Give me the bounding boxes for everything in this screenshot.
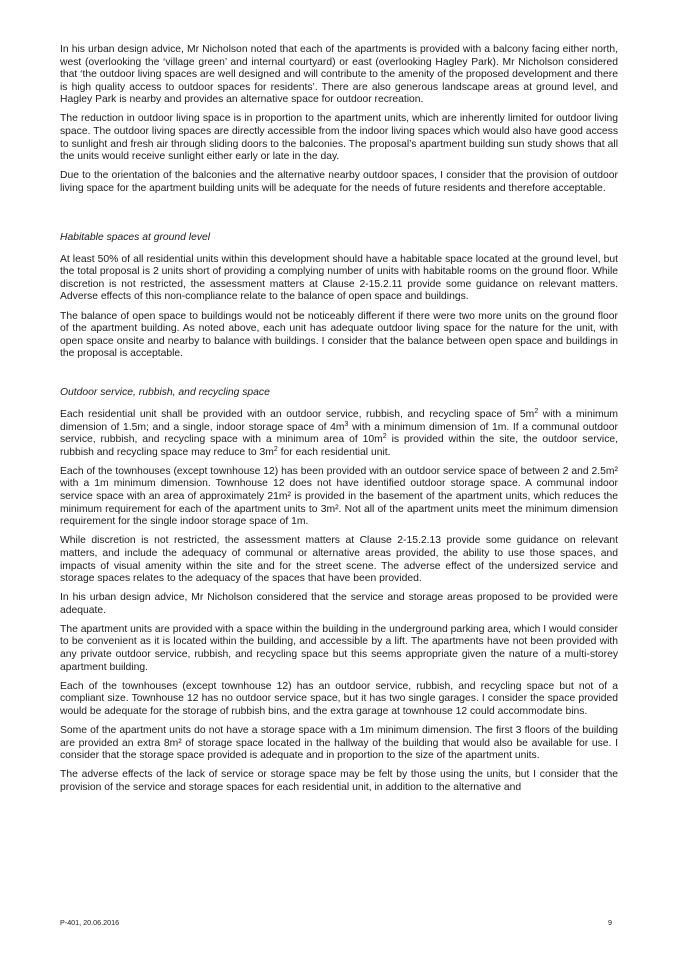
superscript: 2 — [534, 407, 539, 415]
superscript: 2 — [382, 433, 387, 441]
text-run: for each residential unit. — [277, 446, 391, 458]
intro-paragraph-3: Due to the orientation of the balconies and the alternative nearby outdoor spaces, I consider that the provision of outdoor living space for the apartment building units will be adequate for the needs of future residents and therefore acceptable. — [60, 170, 618, 194]
section-spacer — [60, 202, 618, 232]
text-run: Each residential unit shall be provided with an outdoor service, rubbish, and recycling space of 5m — [60, 408, 535, 420]
outdoor-paragraph-8: The adverse effects of the lack of service or storage space may be felt by those using the units, but I consider that the provision of the service and storage spaces for each residential unit, in addition to the alternative and — [60, 769, 618, 793]
habitable-spaces-heading: Habitable spaces at ground level — [60, 232, 211, 244]
outdoor-paragraph-5: The apartment units are provided with a space within the building in the underground parking area, which I would consider to be convenient as it is located within the building, and accessible by a lift. The apartments have not been provided with any private outdoor service, rubbish, and recycling space but this seems appropriate given the nature of a multi-storey apartment building. — [60, 623, 618, 673]
page-number: 9 — [608, 918, 612, 927]
outdoor-paragraph-3: While discretion is not restricted, the assessment matters at Clause 2-15.2.13 provide some guidance on relevant matters, and include the adequacy of communal or alternative areas provided, the ability to use those spaces, and impacts of visual amenity within the site and for the street scene. The adverse effect of the undersized service and storage spaces relates to the adequacy of the spaces that have been provided. — [60, 535, 618, 585]
intro-paragraph-1: In his urban design advice, Mr Nicholson noted that each of the apartments is provided with a balcony facing either north, west (overlooking the ‘village green’ and internal courtyard) or east (overlooking Hagley Park). Mr Nicholson considered that ‘the outdoor living spaces are well designed and will contribute to the amenity of the proposed development and there is high quality access to outdoor spaces for residents’. There are also generous landscape areas at ground level, and Hagley Park is nearby and provides an alternative space for outdoor recreation. — [60, 44, 618, 106]
section-spacer — [60, 367, 618, 387]
text-run: with a minimum dimension of 1m. If a communal outdoor service, rubbish, and recycling space with a minimum area of 10m — [60, 421, 618, 446]
outdoor-service-heading: Outdoor service, rubbish, and recycling space — [60, 387, 270, 399]
superscript: 2 — [273, 445, 278, 453]
text-run: is provided within the site, the outdoor service, rubbish and recycling space may reduce to 3m — [60, 434, 618, 458]
outdoor-paragraph-1 — [60, 409, 618, 459]
outdoor-paragraph-2: Each of the townhouses (except townhouse 12) has been provided with an outdoor service space of between 2 and 2.5m² with a 1m minimum dimension. Townhouse 12 does not have identified outdoor storage space. A communal indoor service space with an area of approximately 21m² is provided in the basement of the apartment units, which reduces the minimum requirement for each of the apartment units to 3m². Not all of the apartment units meet the minimum dimension requirement for the single indoor storage space of 1m. — [60, 465, 618, 528]
superscript: 3 — [344, 420, 349, 428]
outdoor-paragraph-6: Each of the townhouses (except townhouse 12) has an outdoor service, rubbish, and recycling space but not of a compliant size. Townhouse 12 has no outdoor service space, but it has two single garages. I consider the space provided would be adequate for the storage of rubbish bins, and the extra garage at townhouse 12 could accommodate bins. — [60, 680, 618, 717]
text-run: with a minimum dimension of 1.5m; and a single, indoor storage space of 4m — [60, 408, 618, 433]
intro-paragraph-2: The reduction in outdoor living space is in proportion to the apartment units, which are inherently limited for outdoor living space. The outdoor living spaces are directly accessible from the indoor living spaces which would also have good access to sunlight and fresh air through sliding doors to the balconies. The proposal’s apartment building sun study shows that all the units would receive sunlight either early or late in the day. — [60, 113, 618, 163]
document-body — [60, 44, 618, 801]
footer-reference: P-401, 20.06.2016 — [60, 918, 120, 927]
outdoor-paragraph-7: Some of the apartment units do not have a storage space with a 1m minimum dimension. The first 3 floors of the building are provided an extra 8m² of storage space located in the hallway of the building that would also be available for use. I consider that the storage space provided is adequate and in proportion to the size of the apartment units. — [60, 725, 618, 762]
habitable-paragraph-2: The balance of open space to buildings would not be noticeably different if there were two more units on the ground floor of the apartment building. As noted above, each unit has adequate outdoor living space for the nature for the unit, with open space onsite and nearby to balance with buildings. I consider that the balance between open space and buildings in the proposal is acceptable. — [60, 310, 618, 360]
habitable-paragraph-1: At least 50% of all residential units within this development should have a habitable space located at the ground level, but the total proposal is 2 units short of providing a complying number of units with habitable rooms on the ground floor. While discretion is not restricted, the assessment matters at Clause 2-15.2.11 provide some guidance on relevant matters. Adverse effects of this non-compliance relate to the balance of open space and buildings. — [60, 253, 618, 303]
outdoor-paragraph-4: In his urban design advice, Mr Nicholson considered that the service and storage areas proposed to be provided were adequate. — [60, 592, 618, 616]
